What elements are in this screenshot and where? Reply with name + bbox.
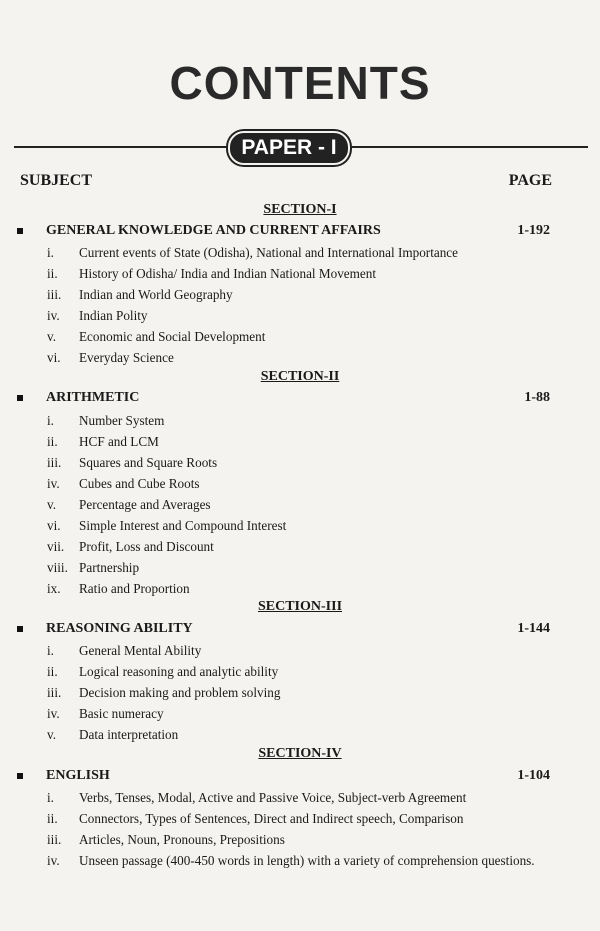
item-number: i. xyxy=(47,413,54,428)
list-item xyxy=(0,245,600,263)
item-text: Squares and Square Roots xyxy=(79,455,218,470)
section-heading: SECTION-II xyxy=(260,369,340,384)
item-text: Current events of State (Odisha), National and International Importance xyxy=(79,245,459,260)
item-number: iii. xyxy=(47,832,62,847)
item-number: ii. xyxy=(47,664,58,679)
item-number: i. xyxy=(47,643,54,658)
item-text: Indian Polity xyxy=(79,308,148,323)
item-text: Basic numeracy xyxy=(79,706,164,721)
item-number: viii. xyxy=(47,560,68,575)
list-item xyxy=(0,706,600,724)
list-item xyxy=(0,811,600,829)
item-text: Logical reasoning and analytic ability xyxy=(79,664,279,679)
item-number: ii. xyxy=(47,266,58,281)
group-page-range: 1-192 xyxy=(517,223,550,238)
group-name: ARITHMETIC xyxy=(46,390,140,405)
square-bullet-icon xyxy=(17,626,23,632)
item-number: vii. xyxy=(47,539,65,554)
item-text: Indian and World Geography xyxy=(79,287,233,302)
item-number: iv. xyxy=(47,476,60,491)
item-text: Number System xyxy=(79,413,165,428)
list-item xyxy=(0,853,600,871)
list-item xyxy=(0,308,600,326)
list-item xyxy=(0,664,600,682)
item-number: ii. xyxy=(47,811,58,826)
list-item xyxy=(0,329,600,347)
item-text: Ratio and Proportion xyxy=(79,581,190,596)
list-item xyxy=(0,790,600,808)
item-number: iv. xyxy=(47,706,60,721)
item-text: Simple Interest and Compound Interest xyxy=(79,518,287,533)
item-text: History of Odisha/ India and Indian National Movement xyxy=(79,266,377,281)
item-text: Verbs, Tenses, Modal, Active and Passive Voice, Subject-verb Agreement xyxy=(79,790,467,805)
item-text: Data interpretation xyxy=(79,727,179,742)
item-number: ix. xyxy=(47,581,61,596)
square-bullet-icon xyxy=(17,228,23,234)
group-name: ENGLISH xyxy=(46,768,110,783)
group-page-range: 1-88 xyxy=(524,390,550,405)
item-number: ii. xyxy=(47,434,58,449)
item-text: Partnership xyxy=(79,560,140,575)
group-name: REASONING ABILITY xyxy=(46,621,193,636)
item-text: HCF and LCM xyxy=(79,434,159,449)
square-bullet-icon xyxy=(17,395,23,401)
list-item xyxy=(0,581,600,599)
list-item xyxy=(0,476,600,494)
list-item xyxy=(0,266,600,284)
list-item xyxy=(0,434,600,452)
list-item xyxy=(0,518,600,536)
subject-group xyxy=(0,390,600,408)
subject-group xyxy=(0,621,600,639)
item-text: Connectors, Types of Sentences, Direct and Indirect speech, Comparison xyxy=(79,811,464,826)
subject-group xyxy=(0,768,600,786)
page-column-header: PAGE xyxy=(508,172,552,189)
item-number: v. xyxy=(47,329,57,344)
section-heading: SECTION-III xyxy=(257,599,343,614)
item-number: i. xyxy=(47,790,54,805)
item-number: i. xyxy=(47,245,54,260)
square-bullet-icon xyxy=(17,773,23,779)
group-page-range: 1-104 xyxy=(517,768,550,783)
subject-group xyxy=(0,223,600,241)
list-item xyxy=(0,413,600,431)
item-text: Profit, Loss and Discount xyxy=(79,539,214,554)
item-text: Decision making and problem solving xyxy=(79,685,281,700)
section-heading: SECTION-IV xyxy=(258,746,342,761)
item-number: iii. xyxy=(47,287,62,302)
item-text: Everyday Science xyxy=(79,350,174,365)
group-page-range: 1-144 xyxy=(517,621,550,636)
item-number: v. xyxy=(47,727,57,742)
paper-badge: PAPER - I xyxy=(228,131,350,165)
item-number: iv. xyxy=(47,853,60,868)
list-item xyxy=(0,727,600,745)
item-number: iii. xyxy=(47,455,62,470)
item-number: iv. xyxy=(47,308,60,323)
item-text: Economic and Social Development xyxy=(79,329,266,344)
list-item xyxy=(0,539,600,557)
list-item xyxy=(0,560,600,578)
item-text: Percentage and Averages xyxy=(79,497,211,512)
list-item xyxy=(0,455,600,473)
item-text: Cubes and Cube Roots xyxy=(79,476,200,491)
list-item xyxy=(0,643,600,661)
item-text: Articles, Noun, Pronouns, Prepositions xyxy=(79,832,285,847)
subject-column-header: SUBJECT xyxy=(20,172,93,189)
list-item xyxy=(0,287,600,305)
page-title: CONTENTS xyxy=(169,57,431,109)
item-number: v. xyxy=(47,497,57,512)
list-item xyxy=(0,685,600,703)
item-number: vi. xyxy=(47,350,61,365)
item-number: vi. xyxy=(47,518,61,533)
list-item xyxy=(0,832,600,850)
group-name: GENERAL KNOWLEDGE AND CURRENT AFFAIRS xyxy=(46,223,381,238)
list-item xyxy=(0,350,600,368)
section-heading: SECTION-I xyxy=(263,202,337,217)
item-text: General Mental Ability xyxy=(79,643,202,658)
item-text: Unseen passage (400-450 words in length) with a variety of comprehension questions. xyxy=(79,853,535,868)
list-item xyxy=(0,497,600,515)
item-number: iii. xyxy=(47,685,62,700)
